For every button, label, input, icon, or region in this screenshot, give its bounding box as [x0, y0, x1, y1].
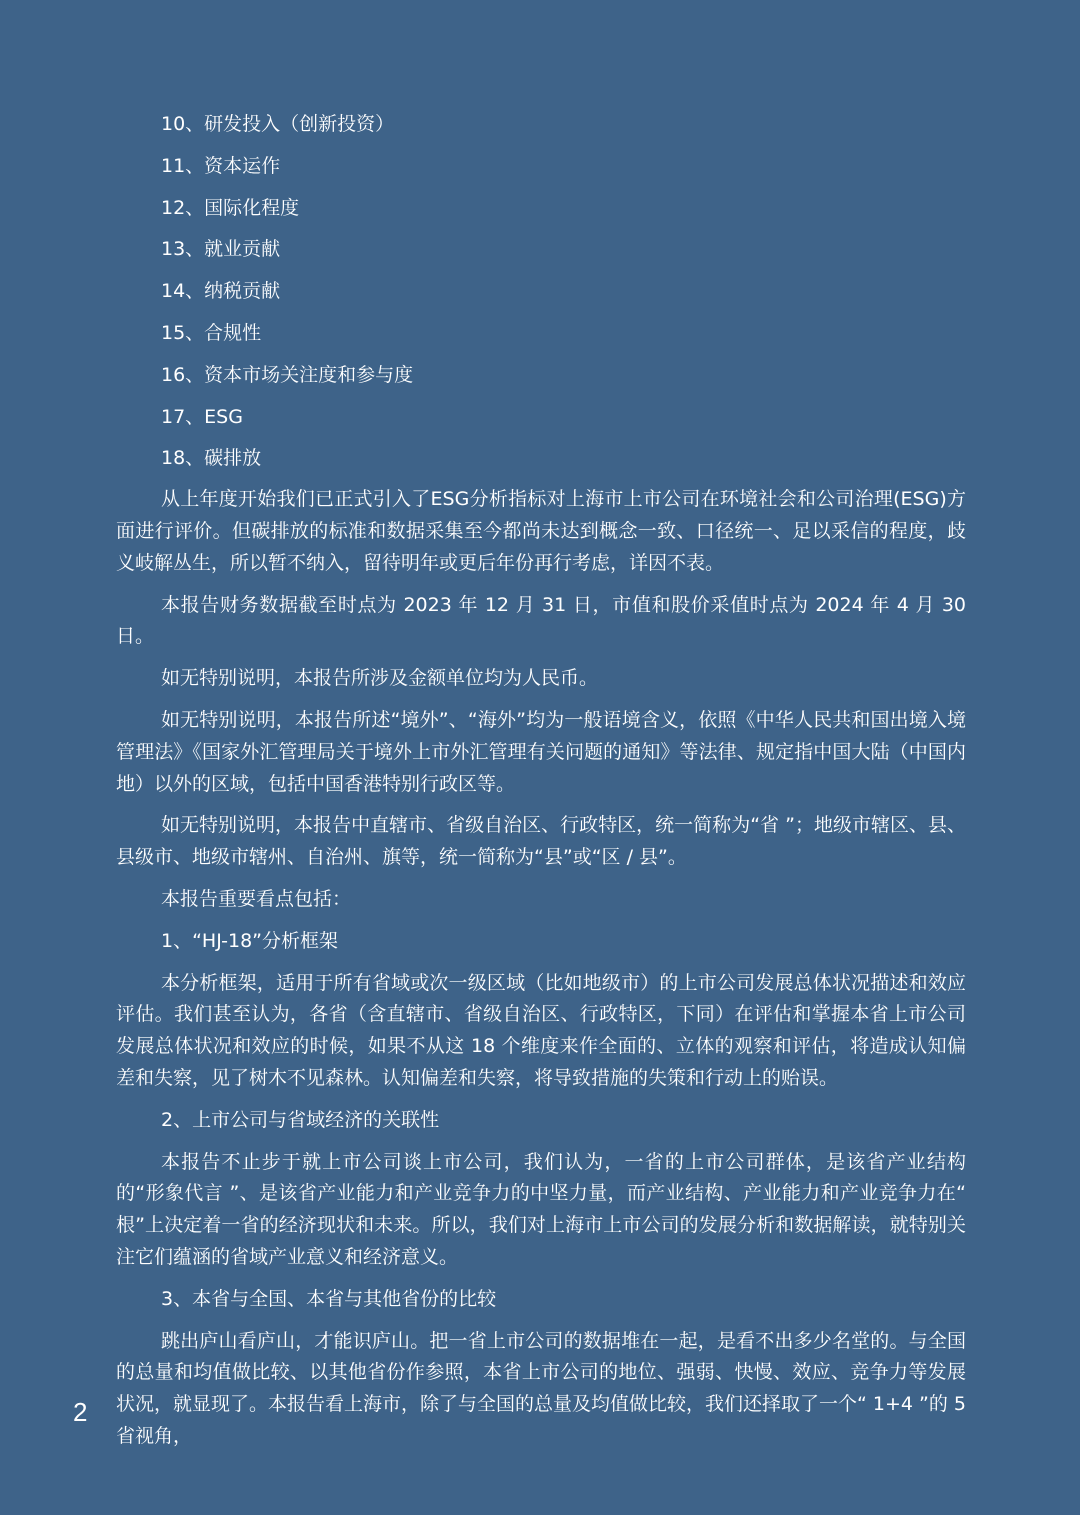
data-cutoff-paragraph: 本报告财务数据截至时点为 2023 年 12 月 31 日，市值和股价采值时点为 2024 年 4 月 30 日。	[116, 593, 966, 648]
list-item: 13、就业贡献	[161, 238, 281, 261]
list-item: 18、碳排放	[161, 447, 262, 470]
list-item: 12、国际化程度	[161, 196, 300, 219]
list-item: 15、合规性	[161, 321, 262, 344]
page-content	[116, 104, 966, 1463]
list-item: 17、ESG	[161, 405, 243, 428]
overseas-definition-paragraph: 如无特别说明，本报告所述“境外”、“海外”均为一般语境含义，依照《中华人民共和国出境入境管理法》《国家外汇管理局关于境外上市外汇管理有关问题的通知》等法律、规定指中国大陆（中国内地）以外的区域，包括中国香港特别行政区等。	[116, 708, 966, 795]
list-item: 10、研发投入（创新投资）	[161, 113, 395, 135]
page-number: 2	[73, 1397, 88, 1427]
list-item: 14、纳税贡献	[161, 280, 281, 303]
province-definition-paragraph: 如无特别说明，本报告中直辖市、省级自治区、行政特区，统一简称为“省 ”；地级市辖区、县、县级市、地级市辖州、自治州、旗等，统一简称为“县”或“区 / 县”。	[116, 814, 966, 869]
comparison-paragraph: 跳出庐山看庐山，才能识庐山。把一省上市公司的数据堆在一起，是看不出多少名堂的。与全国的总量和均值做比较、以其他省份作参照，本省上市公司的地位、强弱、快慢、效应、竞争力等发展状况，就显现了。本报告看上海市，除了与全国的总量及均值做比较，我们还择取了一个“ 1+4 ”的 5 省视角，	[116, 1329, 966, 1447]
section-heading-3: 3、本省与全国、本省与其他省份的比较	[161, 1287, 497, 1310]
framework-paragraph: 本分析框架，适用于所有省域或次一级区域（比如地级市）的上市公司发展总体状况描述和效应评估。我们甚至认为，各省（含直辖市、省级自治区、行政特区，下同）在评估和掌握本省上市公司发展总体状况和效应的时候，如果不从这 18 个维度来作全面的、立体的观察和评估，将造成认知偏差和失察，见了树木不见森林。认知偏差和失察，将导致措施的失策和行动上的贻误。	[116, 971, 966, 1089]
list-item: 16、资本市场关注度和参与度	[161, 363, 414, 386]
esg-note-paragraph: 从上年度开始我们已正式引入了ESG分析指标对上海市上市公司在环境社会和公司治理(ESG)方面进行评价。但碳排放的标准和数据采集至今都尚未达到概念一致、口径统一、足以采信的程度，歧义岐解丛生，所以暂不纳入，留待明年或更后年份再行考虑，详因不表。	[116, 488, 966, 574]
relevance-paragraph: 本报告不止步于就上市公司谈上市公司，我们认为，一省的上市公司群体，是该省产业结构的“形象代言 ”、是该省产业能力和产业竞争力的中坚力量，而产业结构、产业能力和产业竞争力在“ 根”上决定着一省的经济现状和未来。所以，我们对上海市上市公司的发展分析和数据解读，就特别关注它们蕴涵的省域产业意义和经济意义。	[116, 1150, 966, 1268]
list-item: 11、资本运作	[161, 154, 281, 177]
section-heading-1: 1、“HJ-18”分析框架	[161, 929, 339, 952]
currency-paragraph: 如无特别说明，本报告所涉及金额单位均为人民币。	[161, 667, 599, 690]
section-heading-2: 2、上市公司与省域经济的关联性	[161, 1108, 440, 1131]
highlights-intro: 本报告重要看点包括：	[161, 887, 352, 910]
